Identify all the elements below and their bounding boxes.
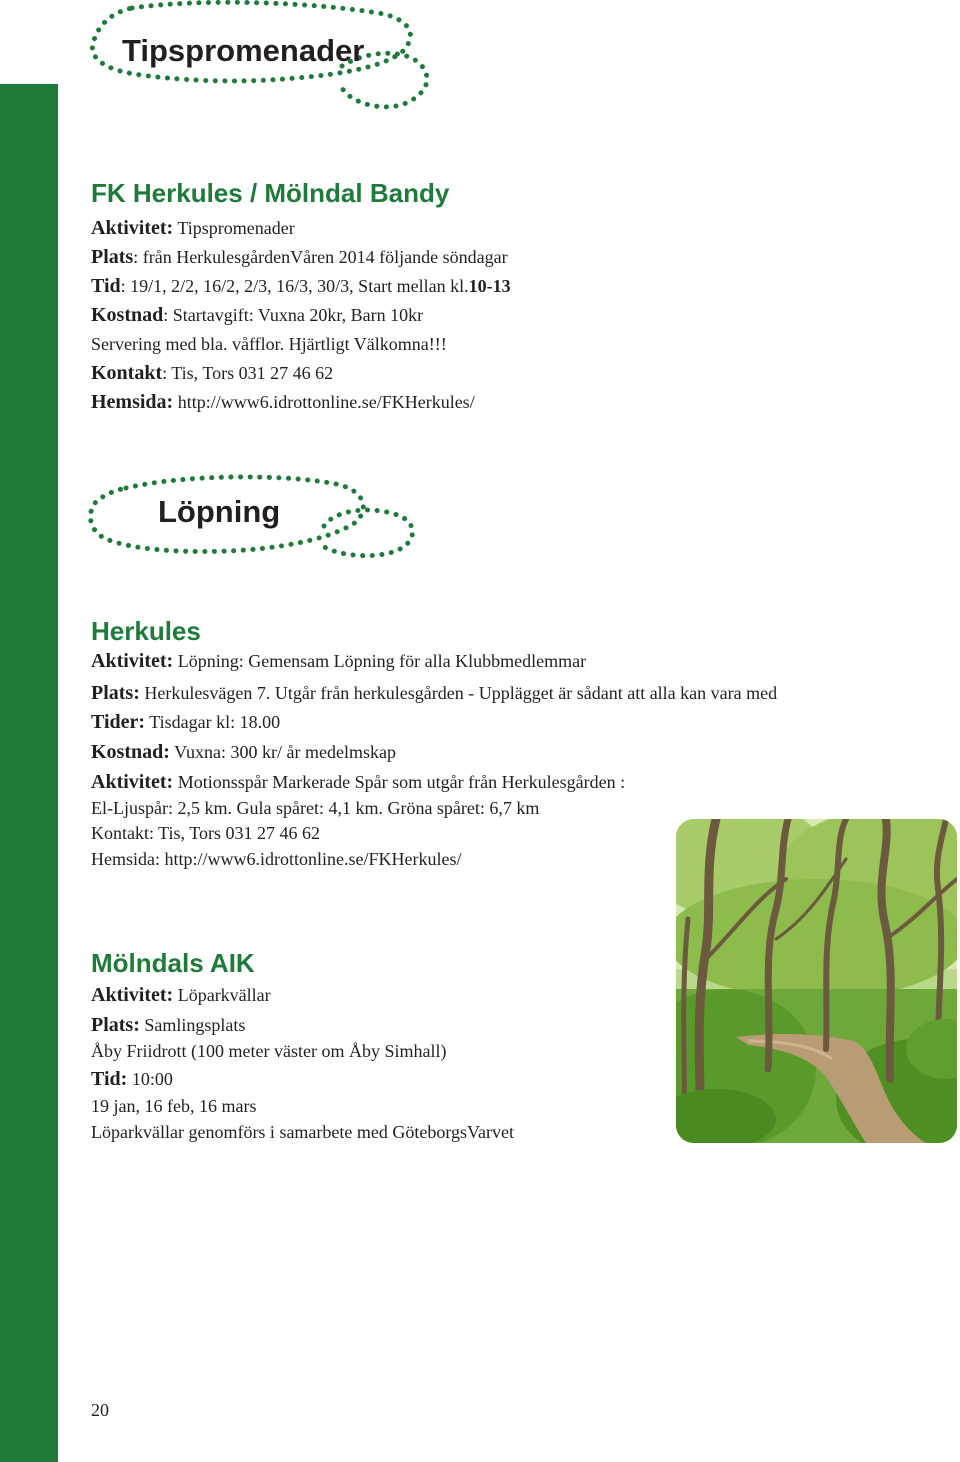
- herkules-aktivitet-motionsspar: Aktivitet: Motionsspår Markerade Spår som utgår från Herkulesgården :: [91, 771, 626, 793]
- molndals-aik-tid: Tid: 10:00: [91, 1068, 173, 1090]
- fk-herkules-servering: Servering med bla. våfflor. Hjärtligt Välkomna!!!: [91, 334, 447, 354]
- herkules-plats: Plats: Herkulesvägen 7. Utgår från herkulesgården - Upplägget är sådant att alla kan vara med: [91, 682, 778, 704]
- herkules-tider: Tider: Tisdagar kl: 18.00: [91, 711, 281, 733]
- fk-herkules-hemsida: Hemsida: http://www6.idrottonline.se/FKHerkules/: [91, 391, 475, 413]
- forest-path-photo: [676, 819, 957, 1143]
- fk-herkules-heading: FK Herkules / Mölndal Bandy: [91, 178, 450, 208]
- herkules-kostnad: Kostnad: Vuxna: 300 kr/ år medelmskap: [91, 741, 396, 763]
- molndals-aik-plats-detalj: Åby Friidrott (100 meter väster om Åby Simhall): [91, 1041, 447, 1061]
- molndals-aik-aktivitet: Aktivitet: Löparkvällar: [91, 984, 271, 1006]
- herkules-heading: Herkules: [91, 616, 201, 646]
- section-title-lopning: Löpning: [158, 494, 281, 529]
- fk-herkules-tid: Tid: 19/1, 2/2, 16/2, 2/3, 16/3, 30/3, Start mellan kl.10-13: [91, 275, 511, 297]
- fk-herkules-kostnad: Kostnad: Startavgift: Vuxna 20kr, Barn 10kr: [91, 304, 424, 326]
- fk-herkules-aktivitet: Aktivitet: Tipspromenader: [91, 217, 295, 239]
- molndals-aik-datum: 19 jan, 16 feb, 16 mars: [91, 1096, 257, 1116]
- herkules-kontakt: Kontakt: Tis, Tors 031 27 46 62: [91, 823, 320, 843]
- molndals-aik-plats: Plats: Samlingsplats: [91, 1014, 246, 1036]
- fk-herkules-kontakt: Kontakt: Tis, Tors 031 27 46 62: [91, 362, 334, 384]
- section-title-tipspromenader: Tipspromenader: [122, 33, 365, 68]
- fk-herkules-website-link[interactable]: http://www6.idrottonline.se/FKHerkules/: [173, 392, 475, 412]
- page-number: 20: [91, 1400, 109, 1420]
- herkules-sparlangd: El-Ljuspår: 2,5 km. Gula spåret: 4,1 km. Gröna spåret: 6,7 km: [91, 798, 540, 818]
- green-sidebar-bar: [0, 84, 58, 1462]
- fk-herkules-plats: Plats: från HerkulesgårdenVåren 2014 följande söndagar: [91, 246, 508, 268]
- molndals-aik-heading: Mölndals AIK: [91, 948, 255, 978]
- herkules-hemsida[interactable]: Hemsida: http://www6.idrottonline.se/FKHerkules/: [91, 849, 462, 869]
- herkules-aktivitet: Aktivitet: Löpning: Gemensam Löpning för alla Klubbmedlemmar: [91, 650, 587, 672]
- molndals-aik-samarbete: Löparkvällar genomförs i samarbete med GöteborgsVarvet: [91, 1122, 515, 1142]
- fk-herkules-info: [91, 214, 511, 417]
